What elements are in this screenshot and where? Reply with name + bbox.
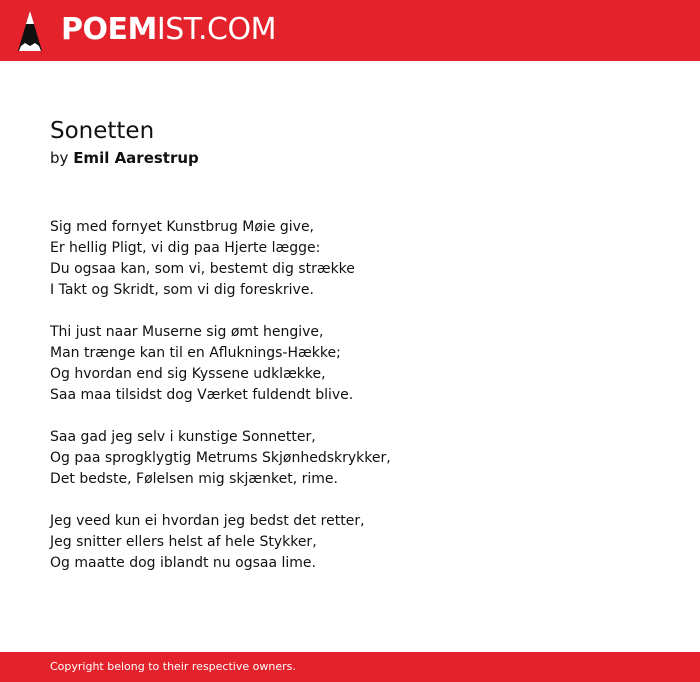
poem-line: Man trænge kan til en Afluknings-Hække; <box>50 345 341 361</box>
poem-line: I Takt og Skridt, som vi dig foreskrive. <box>50 282 314 298</box>
poem-title: Sonetten <box>50 118 155 144</box>
stanza-2 <box>50 322 670 406</box>
poem-line: Og maatte dog iblandt nu ogsaa lime. <box>50 555 316 571</box>
pencil-tip-icon[interactable] <box>17 10 43 52</box>
poem-line: Saa gad jeg selv i kunstige Sonnetter, <box>50 429 316 445</box>
poem-line: Jeg veed kun ei hvordan jeg bedst det retter, <box>50 513 365 529</box>
poem-line: Og hvordan end sig Kyssene udklække, <box>50 366 326 382</box>
poem-byline <box>50 148 670 168</box>
stanza-1 <box>50 217 670 301</box>
poem-body <box>50 217 670 574</box>
stanza-4 <box>50 511 670 574</box>
site-logo[interactable] <box>61 12 276 48</box>
logo-bold-text: POEM <box>61 12 157 47</box>
poem-line: Er hellig Pligt, vi dig paa Hjerte lægge: <box>50 240 321 256</box>
poem-line: Det bedste, Følelsen mig skjænket, rime. <box>50 471 338 487</box>
copyright-text: Copyright belong to their respective owners. <box>50 660 296 673</box>
author-link[interactable]: Emil Aarestrup <box>73 149 199 167</box>
poem-container <box>50 116 670 595</box>
poem-line: Sig med fornyet Kunstbrug Møie give, <box>50 219 315 235</box>
poem-line: Og paa sprogklygtig Metrums Skjønhedskrykker, <box>50 450 391 466</box>
poem-line: Saa maa tilsidst dog Værket fuldendt blive. <box>50 387 354 403</box>
site-footer <box>0 652 700 682</box>
poem-line: Du ogsaa kan, som vi, bestemt dig strække <box>50 261 355 277</box>
by-label: by <box>50 149 69 167</box>
poem-line: Thi just naar Muserne sig ømt hengive, <box>50 324 324 340</box>
logo-light-text: IST.COM <box>156 12 276 47</box>
poem-line: Jeg snitter ellers helst af hele Stykker, <box>50 534 317 550</box>
site-header <box>0 0 700 61</box>
stanza-3 <box>50 427 670 490</box>
